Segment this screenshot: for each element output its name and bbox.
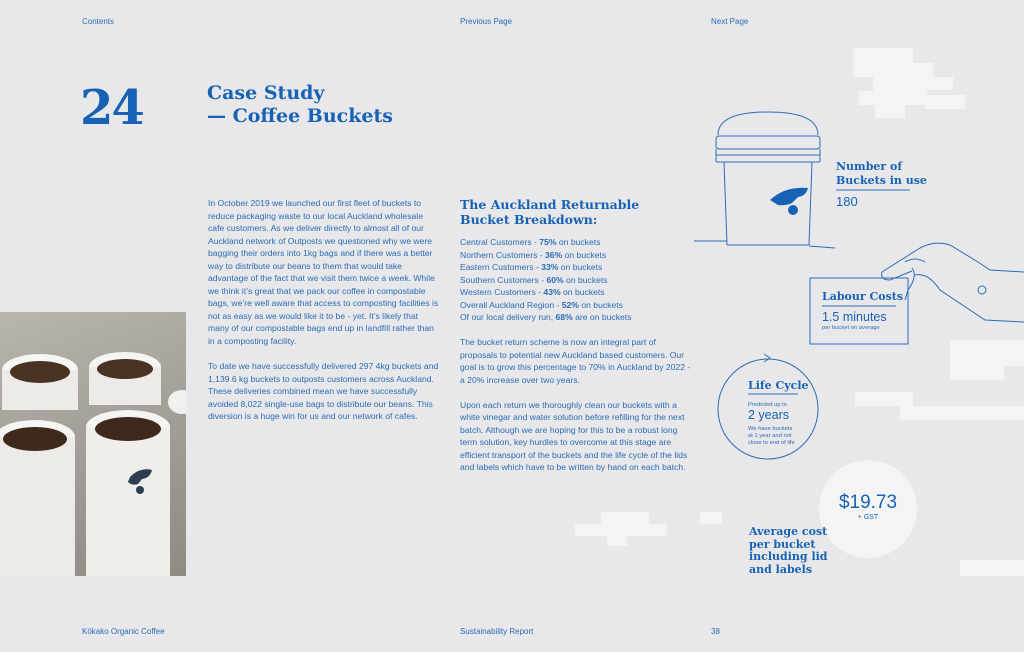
life-cycle-predicted: Predicted up to xyxy=(748,402,787,408)
labour-costs-label: Labour Costs xyxy=(822,290,904,303)
list-item xyxy=(460,311,632,324)
footer-brand: Kōkako Organic Coffee xyxy=(82,627,165,636)
price-gst-note: + GST xyxy=(857,514,879,521)
breakdown-item-label: Eastern Customers - xyxy=(460,262,542,273)
breakdown-item-label: Western Customers - xyxy=(460,287,544,298)
labour-costs-note: per bucket on average xyxy=(822,325,880,331)
photo-buckets xyxy=(0,352,186,576)
breakdown-item-label: Central Customers - xyxy=(460,237,540,247)
list-item xyxy=(460,286,632,299)
price-circle xyxy=(819,460,917,558)
breakdown-item-label: Of our local delivery run, xyxy=(460,312,556,323)
cost-label-line-1: Average cost xyxy=(749,525,828,538)
details-column xyxy=(460,336,692,486)
breakdown-item-value: 43% xyxy=(543,287,561,298)
breakdown-heading xyxy=(460,197,639,227)
list-item xyxy=(460,274,632,287)
labour-costs-value: 1.5 minutes xyxy=(822,310,887,324)
coffee-buckets-photo xyxy=(0,312,186,576)
breakdown-heading-line-2: Bucket Breakdown: xyxy=(460,212,598,227)
bird-logo-icon xyxy=(770,188,808,215)
breakdown-item-value: 52% xyxy=(561,299,579,310)
life-cycle-label: Life Cycle xyxy=(748,379,809,392)
title-line-2: — Coffee Buckets xyxy=(207,105,393,127)
breakdown-item-label: Overall Auckland Region - xyxy=(460,299,562,310)
breakdown-list xyxy=(460,236,632,324)
page-title xyxy=(207,82,393,128)
breakdown-item-label: Northern Customers - xyxy=(460,249,546,260)
cost-label-line-2: per bucket xyxy=(749,537,816,551)
breakdown-item-value: 36% xyxy=(545,249,563,260)
buckets-label-line-1: Number of xyxy=(836,160,903,173)
breakdown-item-suffix: on buckets xyxy=(563,274,608,285)
intro-column xyxy=(208,197,440,435)
price-value: $19.73 xyxy=(838,492,898,513)
footer-report-title: Sustainability Report xyxy=(460,627,534,636)
breakdown-item-suffix: on buckets xyxy=(562,249,607,260)
intro-paragraph-2: To date we have successfully delivered 297 4kg buckets and 1,139 6 kg buckets to outposts customers across Auckland. These deliveries combined mean we have successfully avoided 8,022 single-use bags to distribute our beans. This diversion is a huge win for us and our network of cafes. xyxy=(208,361,439,422)
buckets-in-use-label xyxy=(836,160,927,188)
cost-label-line-3: including lid xyxy=(749,550,828,563)
details-paragraph-2: Upon each return we thoroughly clean our buckets with a white vinegar and water solution before refilling for the next batch. Although we are hoping for this to be a robust long term solution, key hurdles to overcome at this stage are efficient transport of the buckets and the life cycle of the lids and labels which have to be written by hand on each batch. xyxy=(460,399,688,473)
life-note-line-1: We have buckets xyxy=(748,426,793,432)
breakdown-item-suffix: on buckets xyxy=(578,299,623,310)
breakdown-item-value: 75% xyxy=(539,237,557,247)
breakdown-item-value: 68% xyxy=(555,312,573,323)
life-cycle-value: 2 years xyxy=(748,408,789,422)
section-number: 24 xyxy=(80,80,143,136)
breakdown-item-suffix: are on buckets xyxy=(572,312,632,323)
life-note-line-2: at 1 year and not xyxy=(748,433,792,439)
list-item xyxy=(460,236,632,249)
average-cost-label xyxy=(749,526,828,576)
photo-illustration xyxy=(0,312,186,576)
breakdown-item-value: 33% xyxy=(541,262,559,273)
details-paragraph-1: The bucket return scheme is now an integral part of proposals to potential new Auckland based customers. Our goal is to grow this percentage to 70% in Auckland by 2022 - a 20% increase over two years. xyxy=(460,337,691,385)
list-item xyxy=(460,249,632,262)
list-item xyxy=(460,261,632,274)
breakdown-item-suffix: on buckets xyxy=(560,287,605,298)
footer-page-number: 38 xyxy=(711,627,720,636)
breakdown-item-suffix: on buckets xyxy=(556,237,601,247)
list-item xyxy=(460,299,632,312)
life-cycle-note xyxy=(748,426,795,447)
intro-paragraph-1: In October 2019 we launched our first fleet of buckets to reduce packaging waste to our local Auckland wholesale cafe customers. As we deliver directly to almost all of our Auckland network of Outposts we questioned why we were bagging their orders into 1kg bags and if there was a better way to distribute our beans to them that would take advantage of the fact that we visit them twice a week. While we think it’s great that we pack our coffee in compostable bags, we’re well aware that access to composting facilities is not as easy as we would like it to be - yet. It’s likely that many of our compostable bags end up in landfill rather than in a composting facility. xyxy=(208,198,439,347)
buckets-label-line-2: Buckets in use xyxy=(836,174,927,187)
buckets-in-use-value: 180 xyxy=(836,194,858,209)
breakdown-item-label: Southern Customers - xyxy=(460,274,547,285)
breakdown-item-value: 60% xyxy=(546,274,564,285)
title-line-1: Case Study xyxy=(207,82,325,104)
nav-next-page-link[interactable]: Next Page xyxy=(711,17,749,26)
breakdown-item-suffix: on buckets xyxy=(558,262,603,273)
breakdown-heading-line-1: The Auckland Returnable xyxy=(460,197,640,212)
nav-previous-page-link[interactable]: Previous Page xyxy=(460,17,513,26)
life-note-line-3: close to end of life xyxy=(748,440,795,446)
cost-label-line-4: and labels xyxy=(749,562,813,576)
nav-contents-link[interactable]: Contents xyxy=(82,17,115,26)
